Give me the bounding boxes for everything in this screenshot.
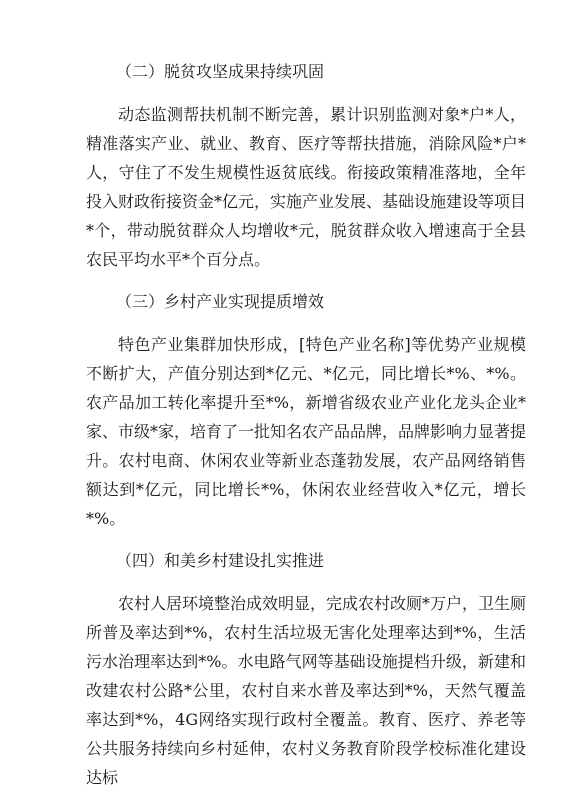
paragraph-rural-industry: 特色产业集群加快形成，[特色产业名称]等优势产业规模不断扩大，产值分别达到*亿元、*亿元，同比增长*%、*%。农产品加工转化率提升至*%，新增省级农业产业化龙头企业*家、市级*家，培育了一批知名农产品品牌，品牌影响力显著提升。农村电商、休闲农业等新业态蓬勃发展，农产品网络销售额达到*亿元，同比增长*%，休闲农业经营收入*亿元，增长*%。 [86, 335, 527, 528]
section-heading-rural-industry: （三）乡村产业实现提质增效 [116, 292, 325, 311]
paragraph-poverty-consolidation: 动态监测帮扶机制不断完善，累计识别监测对象*户*人，精准落实产业、就业、教育、医疗等帮扶措施，消除风险*户*人，守住了不发生规模性返贫底线。衔接政策精准落地，全年投入财政衔接资金*亿元，实施产业发展、基础设施建设等项目*个，带动脱贫群众人均增收*元，脱贫群众收入增速高于全县农民平均水平*个百分点。 [86, 105, 527, 269]
paragraph-village-construction: 农村人居环境整治成效明显，完成农村改厕*万户，卫生厕所普及率达到*%，农村生活垃圾无害化处理率达到*%，生活污水治理率达到*%。水电路气网等基础设施提档升级，新建和改建农村公路*公里，农村自来水普及率达到*%，天然气覆盖率达到*%，4G网络实现行政村全覆盖。教育、医疗、养老等公共服务持续向乡村延伸，农村义务教育阶段学校标准化建设达标 [86, 594, 527, 787]
section-heading-poverty-consolidation: （二）脱贫攻坚成果持续巩固 [116, 62, 325, 81]
section-heading-village-construction: （四）和美乡村建设扎实推进 [116, 551, 325, 570]
